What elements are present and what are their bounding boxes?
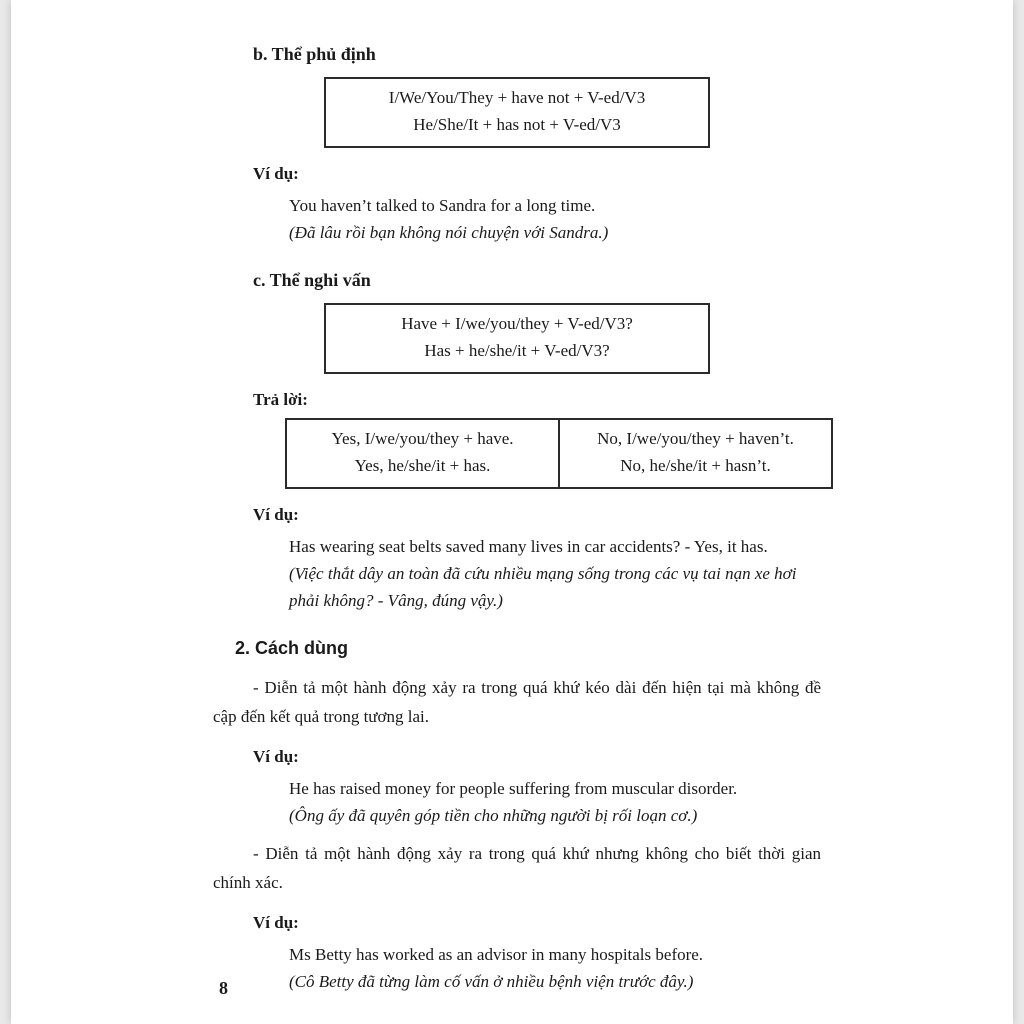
example-block: [289, 775, 821, 829]
answer-no-line: No, I/we/you/they + haven’t.: [597, 429, 794, 448]
answer-yes-line: Yes, he/she/it + has.: [354, 456, 491, 475]
answer-table: [285, 418, 833, 489]
answer-table-row: [286, 419, 832, 488]
example-english: He has raised money for people suffering from muscular disorder.: [289, 779, 738, 798]
answer-label: Trả lời:: [253, 390, 308, 409]
example-block: [289, 192, 821, 246]
answer-cell-no: [559, 419, 832, 488]
formula-line: I/We/You/They + have not + V-ed/V3: [388, 88, 646, 107]
example-label: Ví dụ:: [253, 747, 299, 766]
example-english: You haven’t talked to Sandra for a long time.: [289, 196, 596, 215]
page-number: 8: [219, 978, 228, 998]
answer-cell-yes: [286, 419, 559, 488]
book-page: [11, 0, 1013, 1024]
section-b-heading: b. Thể phủ định: [253, 44, 376, 64]
section-c-heading: c. Thể nghi vấn: [253, 270, 371, 290]
formula-line: Has + he/she/it + V-ed/V3?: [424, 341, 610, 360]
example-vietnamese: (Việc thắt dây an toàn đã cứu nhiều mạng sống trong các vụ tai nạn xe hơi phải không? - Vâng, đúng vậy.): [289, 564, 797, 610]
answer-yes-line: Yes, I/we/you/they + have.: [331, 429, 514, 448]
example-label: Ví dụ:: [253, 164, 299, 183]
negative-formula-box: [324, 77, 710, 148]
page-content: [11, 0, 1013, 995]
interrogative-formula-box: [324, 303, 710, 374]
section-2-heading: 2. Cách dùng: [235, 638, 349, 658]
formula-line: Have + I/we/you/they + V-ed/V3?: [401, 314, 633, 333]
example-label: Ví dụ:: [253, 913, 299, 932]
formula-line: He/She/It + has not + V-ed/V3: [413, 115, 621, 134]
example-vietnamese: (Đã lâu rồi bạn không nói chuyện với Sandra.): [289, 223, 609, 242]
example-block: [289, 941, 821, 995]
answer-no-line: No, he/she/it + hasn’t.: [620, 456, 771, 475]
example-english: Ms Betty has worked as an advisor in many hospitals before.: [289, 945, 704, 964]
example-label: Ví dụ:: [253, 505, 299, 524]
usage-paragraph-2: - Diễn tả một hành động xảy ra trong quá khứ nhưng không cho biết thời gian chính xác.: [213, 844, 821, 892]
example-vietnamese: (Ông ấy đã quyên góp tiền cho những người bị rối loạn cơ.): [289, 806, 698, 825]
example-english: Has wearing seat belts saved many lives in car accidents? - Yes, it has.: [289, 537, 768, 556]
usage-paragraph-1: - Diễn tả một hành động xảy ra trong quá khứ kéo dài đến hiện tại mà không đề cập đến kết quả trong tương lai.: [213, 678, 821, 726]
example-vietnamese: (Cô Betty đã từng làm cố vấn ở nhiều bệnh viện trước đây.): [289, 972, 694, 991]
example-block: [289, 533, 821, 614]
